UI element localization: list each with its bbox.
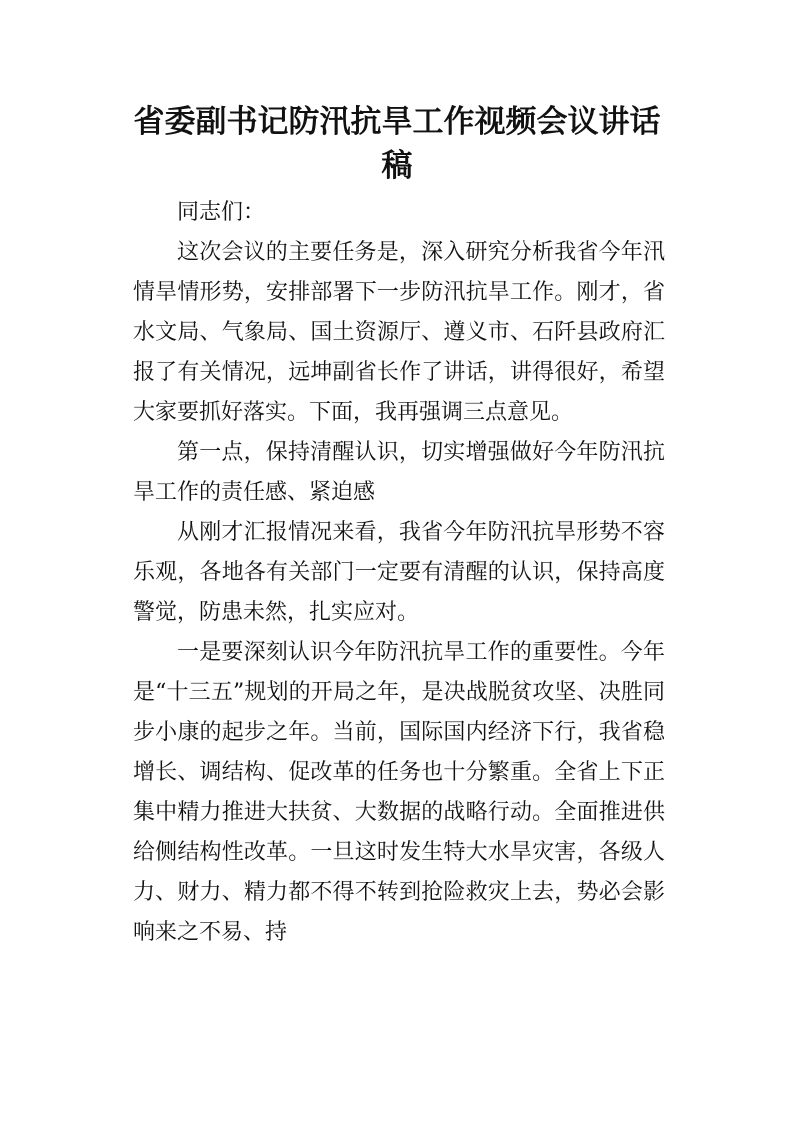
intro-paragraph: 这次会议的主要任务是，深入研究分析我省今年汛情旱情形势，安排部署下一步防汛抗旱工作。刚才，省水文局、气象局、国土资源厅、遵义市、石阡县政府汇报了有关情况，远坤副省长作了讲话，讲得很好，希望大家要抓好落实。下面，我再强调三点意见。 (133, 240, 665, 425)
importance-paragraph: 一是要深刻认识今年防汛抗旱工作的重要性。今年是“十三五”规划的开局之年，是决战脱贫攻坚、决胜同步小康的起步之年。当前，国际国内经济下行，我省稳增长、调结构、促改革的任务也十分繁重。全省上下正集中精力推进大扶贫、大数据的战略行动。全面推进供给侧结构性改革。一旦这时发生特大水旱灾害，各级人力、财力、精力都不得不转到抢险救灾上去，势必会影响来之不易、持 (133, 640, 665, 945)
point-one-heading: 第一点，保持清醒认识，切实增强做好今年防汛抗旱工作的责任感、紧迫感 (133, 440, 665, 505)
greeting-paragraph: 同志们： (177, 200, 266, 225)
document-title: 省委副书记防汛抗旱工作视频会议讲话稿 (133, 104, 661, 184)
document-body (133, 193, 665, 953)
situation-paragraph: 从刚才汇报情况来看，我省今年防汛抗旱形势不容乐观，各地各有关部门一定要有清醒的认识，保持高度警觉，防患未然，扎实应对。 (133, 520, 665, 625)
